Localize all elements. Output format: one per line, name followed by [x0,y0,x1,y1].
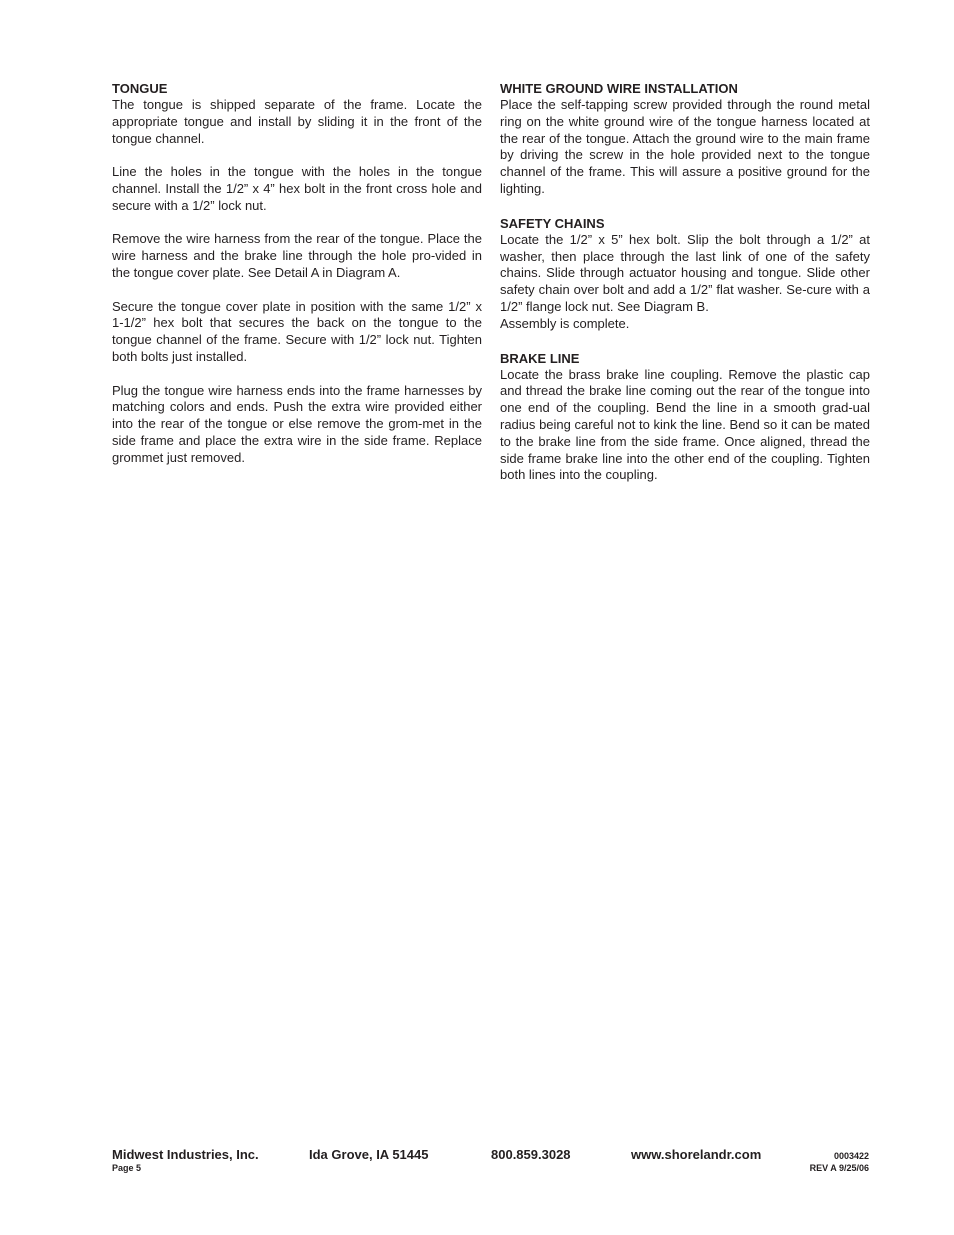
safety-chains-section [500,215,870,333]
footer-company: Midwest Industries, Inc. [112,1147,259,1162]
tongue-heading: TONGUE [112,81,168,96]
tongue-section [112,80,482,467]
safety-chains-paragraph: Locate the 1/2” x 5” hex bolt. Slip the bolt through a 1/2” at washer, then place through the last link of one of the safety chains. Slide through actuator housing and tongue. Slide other safety chain over bolt and add a 1/2” flat washer. Se-cure with a 1/2” flange lock nut. See Diagram B. [500,231,870,314]
ground-wire-section [500,80,870,198]
tongue-paragraph-5: Plug the tongue wire harness ends into the frame harnesses by matching colors and ends. Push the extra wire provided either into the rear of the tongue or else remove the grom-met in the side frame and place the extra wire in the side frame. Replace grommet just removed. [112,382,482,465]
right-column [500,80,870,501]
left-column [112,80,482,484]
footer-page-number: Page 5 [112,1163,142,1173]
footer-phone: 800.859.3028 [491,1147,571,1162]
ground-wire-heading: WHITE GROUND WIRE INSTALLATION [500,81,738,96]
tongue-paragraph-3: Remove the wire harness from the rear of the tongue. Place the wire harness and the brake line through the hole pro-vided in the tongue cover plate. See Detail A in Diagram A. [112,231,482,280]
footer-website: www.shorelandr.com [631,1147,762,1162]
footer-doc-number: 0003422 [833,1151,869,1161]
brake-line-heading: BRAKE LINE [500,350,580,366]
tongue-paragraph-1: The tongue is shipped separate of the frame. Locate the appropriate tongue and install by sliding it in the front of the tongue channel. [112,97,482,146]
brake-line-paragraph: Locate the brass brake line coupling. Remove the plastic cap and thread the brake line coming out the rear of the tongue into one end of the coupling. Bend the line in a smooth grad-ual radius being careful not to kink the line. Bend so it can be mated to the brake line from the side frame. Once aligned, thread the side frame brake line into the other end of the coupling. Tighten both lines into the coupling. [500,366,870,483]
safety-chains-heading: SAFETY CHAINS [500,215,605,231]
tongue-paragraph-4: Secure the tongue cover plate in position with the same 1/2” x 1-1/2” hex bolt that secures the back on the tongue to the tongue channel of the frame. Secure with 1/2” lock nut. Tighten both bolts just installed. [112,298,482,364]
tongue-paragraph-2: Line the holes in the tongue with the holes in the tongue channel. Install the 1/2” x 4” hex bolt in the front cross hole and secure with a 1/2” lock nut. [112,164,482,213]
footer-revision: REV A 9/25/06 [809,1163,869,1173]
assembly-complete-text: Assembly is complete. [500,315,630,331]
ground-wire-paragraph: Place the self-tapping screw provided through the round metal ring on the white ground wire of the tongue harness located at the rear of the tongue. Attach the ground wire to the main frame by driving the screw in the hole provided next to the tongue channel of the frame. This will assure a positive ground for the lighting. [500,97,870,196]
brake-line-section [500,350,870,485]
footer-location: Ida Grove, IA 51445 [309,1147,429,1162]
